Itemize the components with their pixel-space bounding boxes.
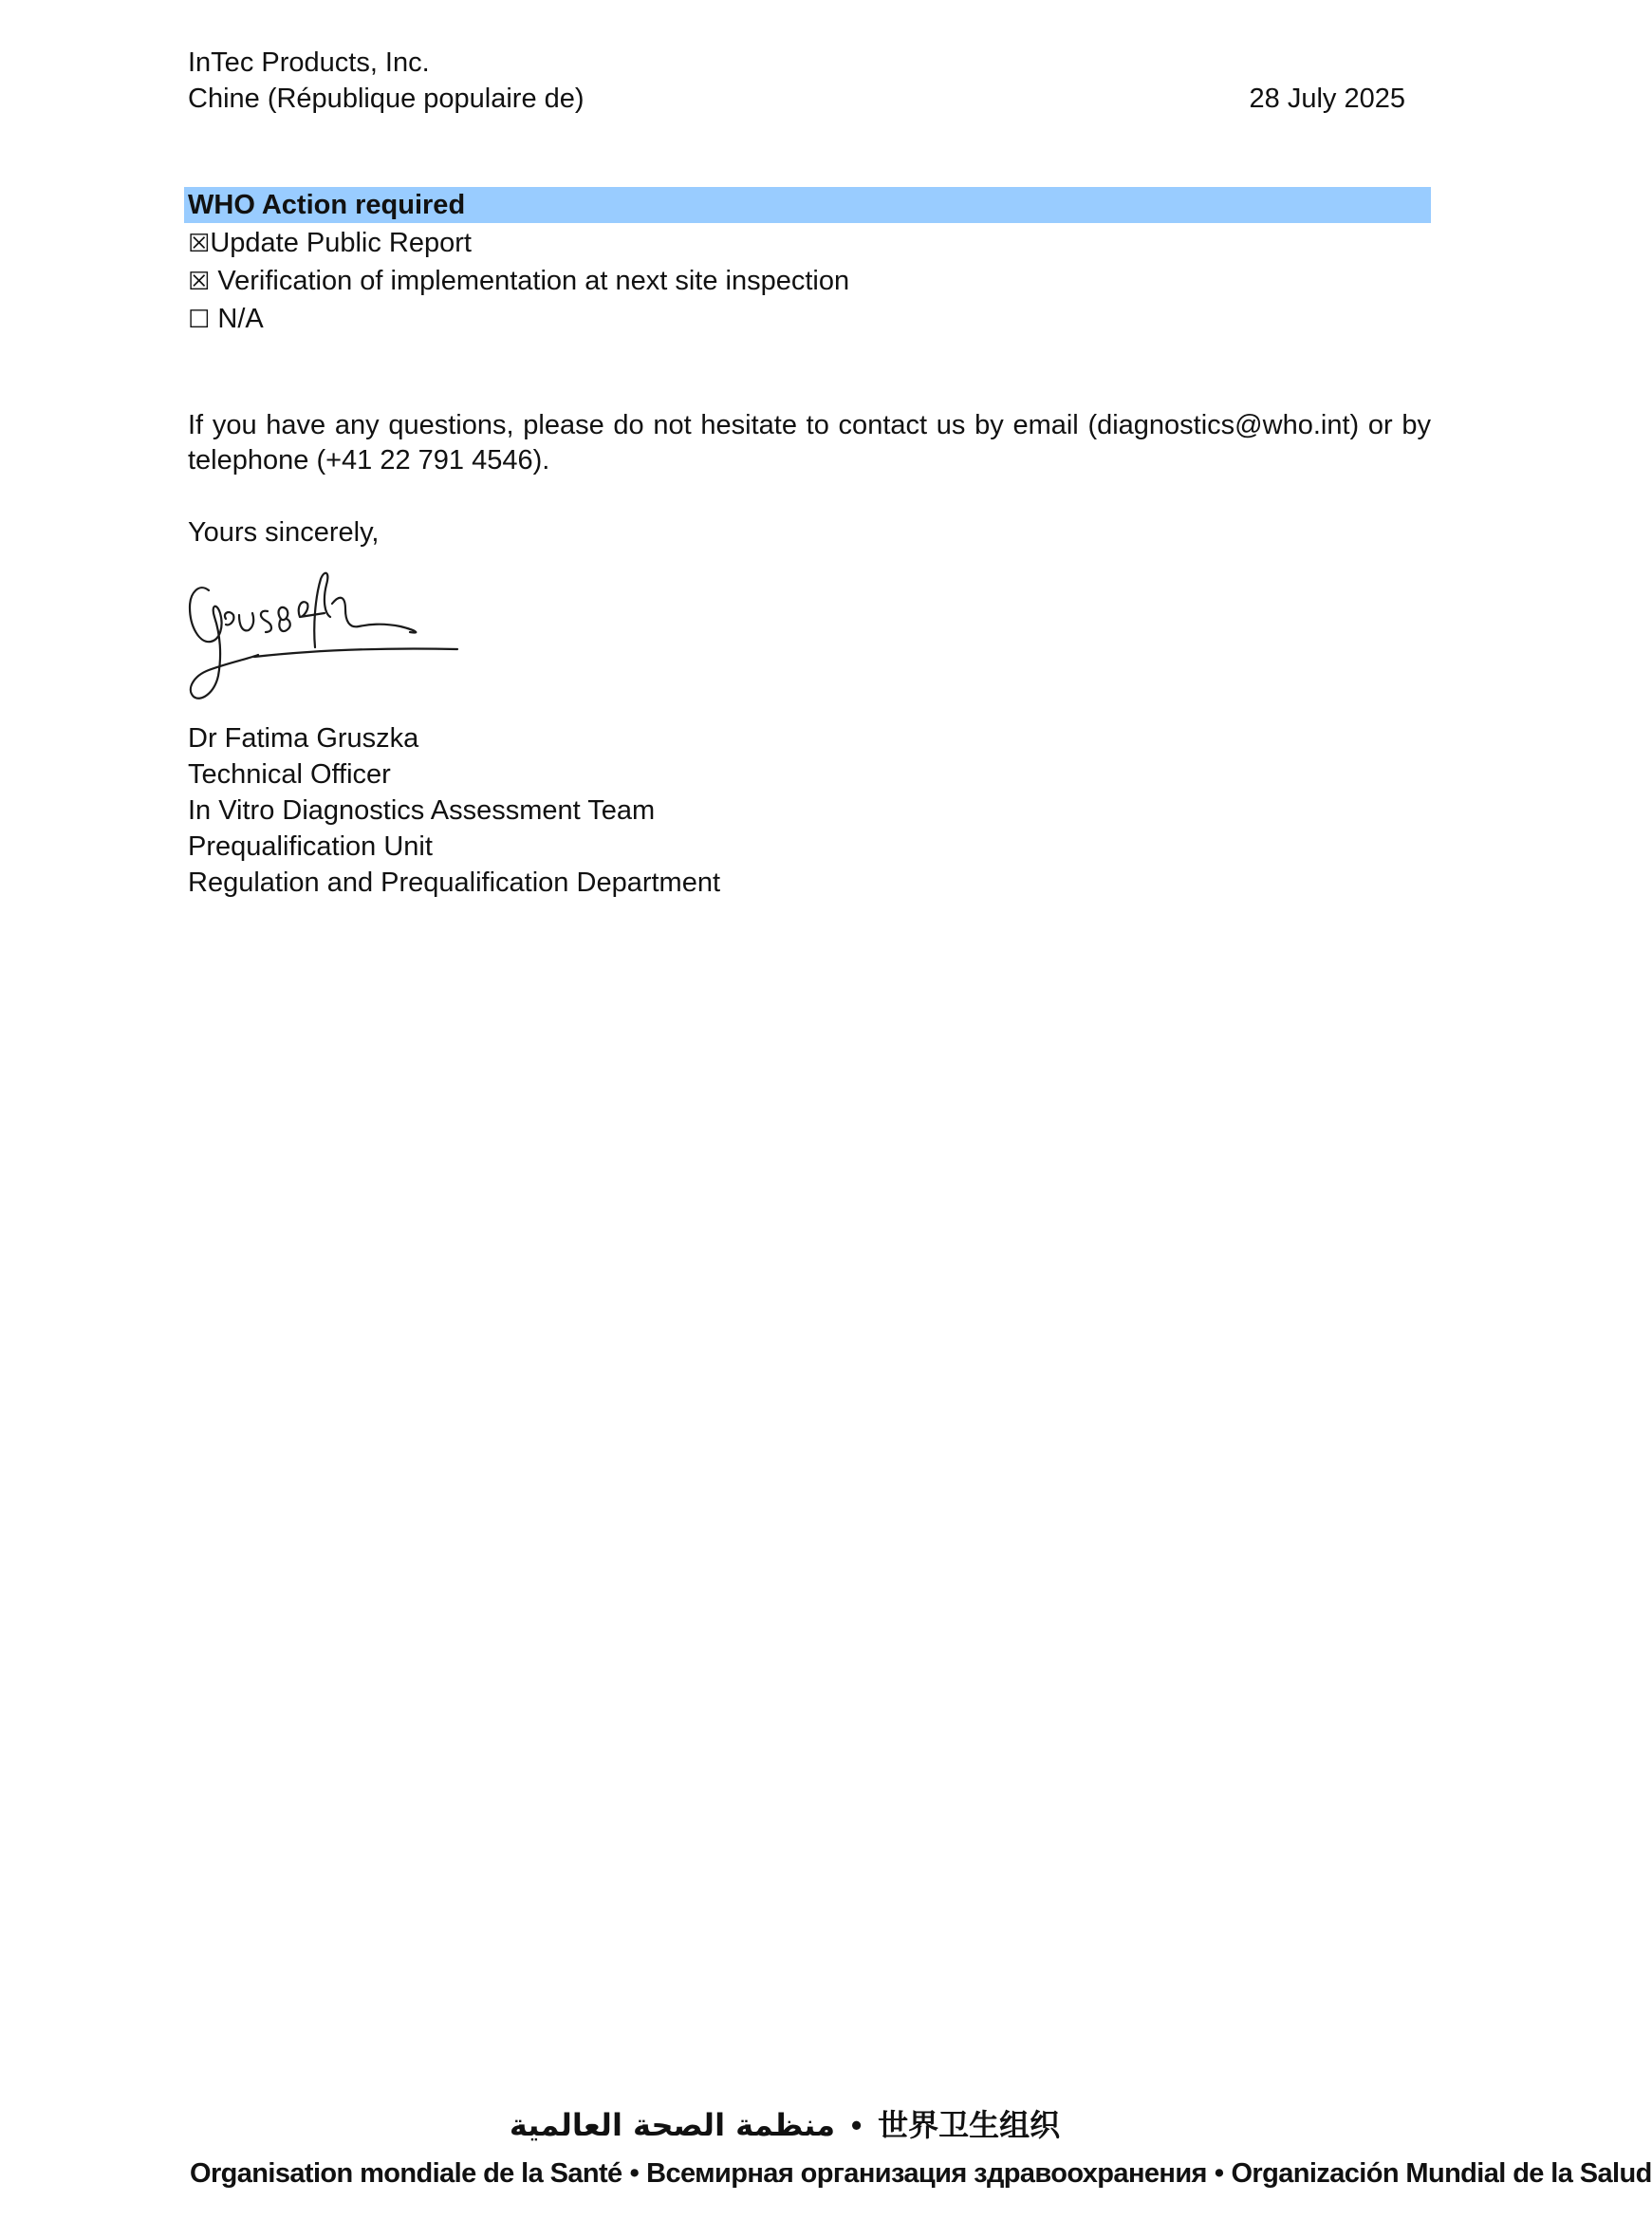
recipient-company: InTec Products, Inc. [188, 47, 430, 78]
signatory-department: Regulation and Prequalification Department [188, 867, 721, 898]
footer-french-name: Organisation mondiale de la Santé [190, 2158, 622, 2189]
footer-separator: • [629, 2158, 640, 2189]
footer-separator: • [1214, 2158, 1224, 2189]
unchecked-box-icon: ☐ [188, 306, 211, 334]
contact-paragraph-line-1: If you have any questions, please do not hesitate to contact us by email (diagnostics@who.int) or by [188, 410, 1431, 440]
contact-paragraph-line-2: telephone (+41 22 791 4546). [188, 445, 550, 476]
handwritten-signature [182, 550, 457, 717]
checked-box-icon: ☒ [188, 230, 211, 258]
checked-box-icon: ☒ [188, 268, 211, 296]
action-item-label: Verification of implementation at next site inspection [210, 266, 850, 296]
action-item-na [188, 302, 264, 337]
footer-arabic-name: منظمة الصحة العالمية [509, 2107, 836, 2143]
letter-date: 28 July 2025 [1249, 84, 1405, 114]
signatory-team: In Vitro Diagnostics Assessment Team [188, 795, 656, 826]
footer-separator: • [850, 2108, 863, 2142]
footer-organization-names-bottom [190, 2156, 1652, 2191]
footer-organization-names-top [0, 2105, 1569, 2145]
recipient-country: Chine (République populaire de) [188, 84, 585, 114]
action-item-update-public-report [188, 226, 472, 261]
action-item-label: N/A [210, 304, 264, 334]
signatory-title: Technical Officer [188, 759, 391, 790]
action-item-label: Update Public Report [210, 228, 472, 258]
footer-chinese-name: 世界卫生组织 [878, 2107, 1061, 2143]
closing-salutation: Yours sincerely, [188, 517, 380, 548]
action-required-title: WHO Action required [188, 190, 466, 220]
signatory-name: Dr Fatima Gruszka [188, 723, 419, 754]
footer-russian-name: Всемирная организация здравоохранения [646, 2158, 1207, 2189]
footer-spanish-name: Organización Mundial de la Salud [1231, 2158, 1652, 2189]
signatory-unit: Prequalification Unit [188, 831, 433, 862]
action-item-verification [188, 264, 849, 299]
